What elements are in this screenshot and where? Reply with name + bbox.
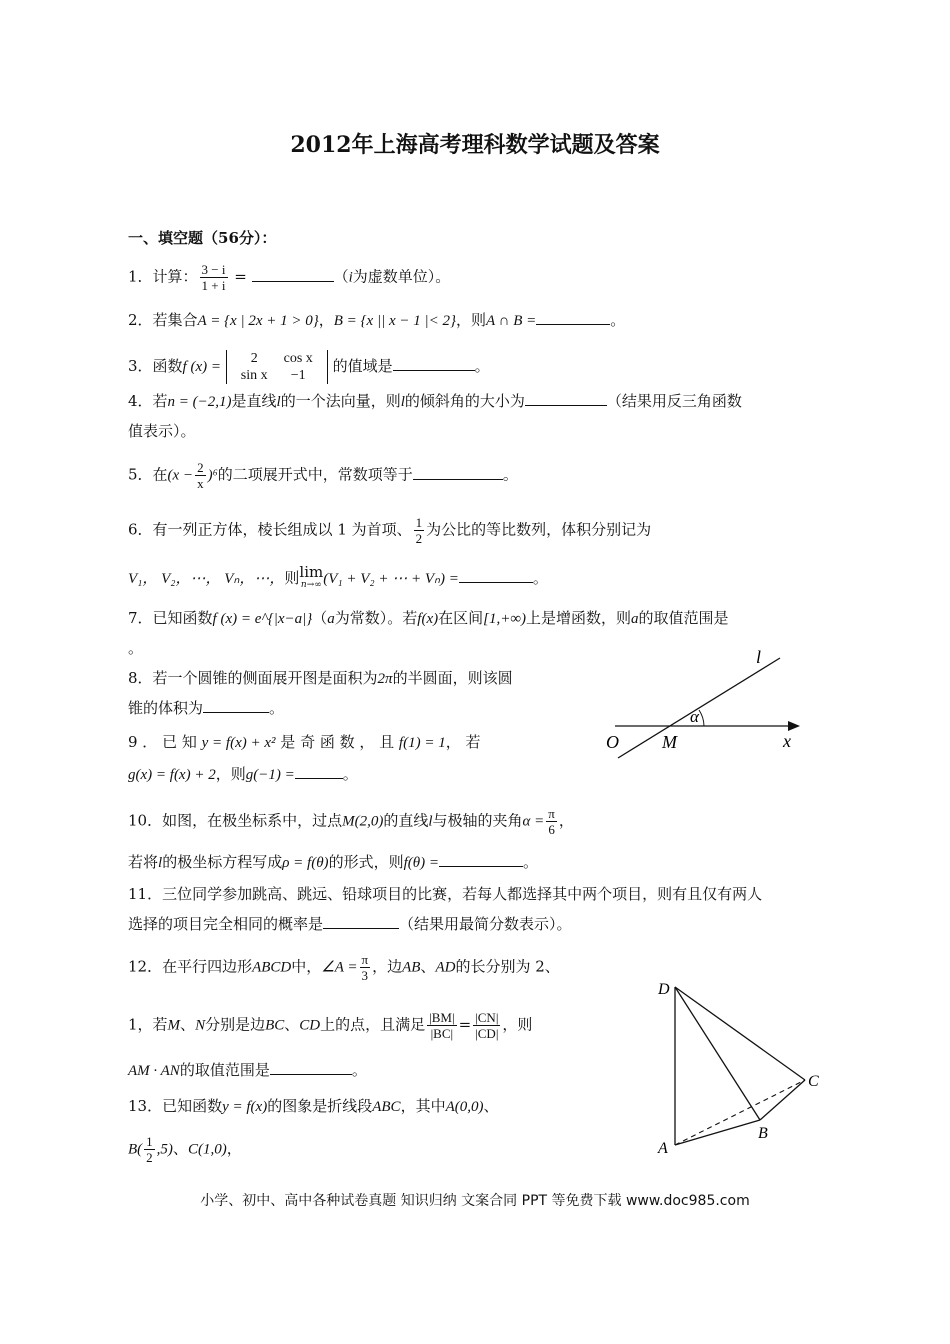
fraction: $\frac{1}{2}$ (146, 1134, 153, 1165)
question-12: 12．在平行四边形ABCD中，∠A = $\frac{\pi}{3}$ ，边AB、AD的长分别为 2、 (128, 952, 560, 983)
question-7-cont: 。 (128, 639, 144, 657)
question-4-cont: 值表示）。 (128, 422, 196, 440)
edge-dc (675, 987, 805, 1080)
fraction: $\frac{|BM|}{|BC|}$ (429, 1010, 455, 1041)
line-l (618, 658, 780, 758)
edge-db (675, 987, 760, 1120)
answer-blank[interactable] (323, 914, 399, 929)
question-10-cont: 若将l的极坐标方程写成ρ = f(θ)的形式，则f(θ) = 。 (128, 853, 538, 871)
question-6: 6．有一列正方体，棱长组成以 1 为首项、 $\frac{1}{2}$ 为公比的等比数列，体积分别记为 (128, 515, 652, 546)
label-b: B (758, 1125, 768, 1142)
label-l: l (756, 647, 762, 667)
label-d: D (658, 981, 670, 998)
limit: lim n→∞ (299, 563, 324, 590)
fraction: $\frac{|CN|}{|CD|}$ (475, 1010, 499, 1041)
question-12-cont: 1，若M、N分别是边BC、CD上的点，且满足 $\frac{|BM|}{|BC|}$ = $\frac{|CN|}{|CD|}$ ，则 (128, 1010, 533, 1041)
question-13-cont: B( $\frac{1}{2}$ ,5)、C(1,0)， (128, 1134, 242, 1165)
question-10: 10．如图，在极坐标系中，过点M(2,0)的直线l与极轴的夹角α = $\frac{\pi}{6}$ ， (128, 806, 574, 837)
answer-blank[interactable] (295, 764, 343, 779)
angle-arc (699, 710, 704, 726)
question-11-cont: 选择的项目完全相同的概率是 （结果用最简分数表示）。 (128, 915, 572, 933)
label-c: C (808, 1073, 819, 1090)
determinant: 2 cos x sin x −1 (226, 350, 328, 384)
label-alpha: α (690, 707, 699, 726)
question-5: 5．在(x − $\frac{2}{x}$ )⁶的二项展开式中，常数项等于 。 (128, 460, 518, 491)
label-a: A (658, 1140, 668, 1157)
answer-blank[interactable] (203, 698, 269, 713)
edge-bc (760, 1080, 805, 1120)
question-11: 11．三位同学参加跳高、跳远、铅球项目的比赛，若每人都选择其中两个项目，则有且仅有两人 (128, 885, 763, 903)
fraction: $\frac{3 - i}{1 + i}$ (201, 262, 226, 293)
answer-blank[interactable] (270, 1060, 352, 1075)
fraction: $\frac{\pi}{3}$ (361, 952, 369, 983)
label-o: O (606, 732, 619, 752)
question-12-cont2: AM · AN的取值范围是 。 (128, 1061, 367, 1079)
question-8-cont: 锥的体积为 。 (128, 699, 285, 717)
polar-figure (600, 645, 820, 765)
fraction: $\frac{2}{x}$ (197, 460, 204, 491)
question-6-cont: V₁， V₂，⋯， Vₙ，⋯，则 lim n→∞ (V₁ + V₂ + ⋯ + Vₙ) = 。 (128, 563, 548, 590)
answer-blank[interactable] (459, 568, 533, 583)
label-m: M (662, 732, 677, 752)
arrow-icon (788, 721, 800, 731)
answer-blank[interactable] (536, 310, 610, 325)
question-3: 3．函数f (x) = 2 cos x sin x −1 的值域是 。 (128, 351, 490, 383)
question-9: 9 ． 已 知 y = f(x) + x² 是 奇 函 数 ， 且 f(1) = 1， 若 (128, 733, 481, 751)
answer-blank[interactable] (439, 852, 523, 867)
question-9-cont: g(x) = f(x) + 2，则g(−1) = 。 (128, 765, 358, 783)
fraction: $\frac{\pi}{6}$ (548, 806, 555, 837)
answer-blank[interactable] (525, 391, 607, 406)
question-8: 8．若一个圆锥的侧面展开图是面积为2π的半圆面，则该圆 (128, 669, 513, 687)
question-1: 1．计算： $\frac{3 - i}{1 + i}$ = （i为虚数单位）。 (128, 262, 451, 293)
tetrahedron-figure (650, 970, 830, 1160)
section-heading: 一、填空题（56分）： (128, 229, 277, 247)
answer-blank[interactable] (252, 267, 334, 282)
question-4: 4．若n = (−2,1)是直线l的一个法向量，则l的倾斜角的大小为 （结果用反三角函数 (128, 392, 742, 410)
footer: 小学、初中、高中各种试卷真题 知识归纳 文案合同 PPT 等免费下载 www.doc985.com (200, 1193, 750, 1209)
question-7: 7．已知函数f (x) = e^{|x−a|}（a为常数）。若f(x)在区间[1,+∞)上是增函数，则a的取值范围是 (128, 609, 729, 627)
question-2: 2．若集合A = {x | 2x + 1 > 0}，B = {x || x − 1 |< 2}，则A ∩ B = 。 (128, 311, 626, 329)
fraction: $\frac{1}{2}$ (415, 515, 423, 546)
question-13: 13．已知函数y = f(x)的图象是折线段ABC，其中A(0,0)、 (128, 1097, 499, 1115)
answer-blank[interactable] (413, 465, 503, 480)
answer-blank[interactable] (393, 356, 475, 371)
label-x: x (783, 731, 791, 751)
page-title: 2012年上海高考理科数学试题及答案 (290, 132, 660, 158)
